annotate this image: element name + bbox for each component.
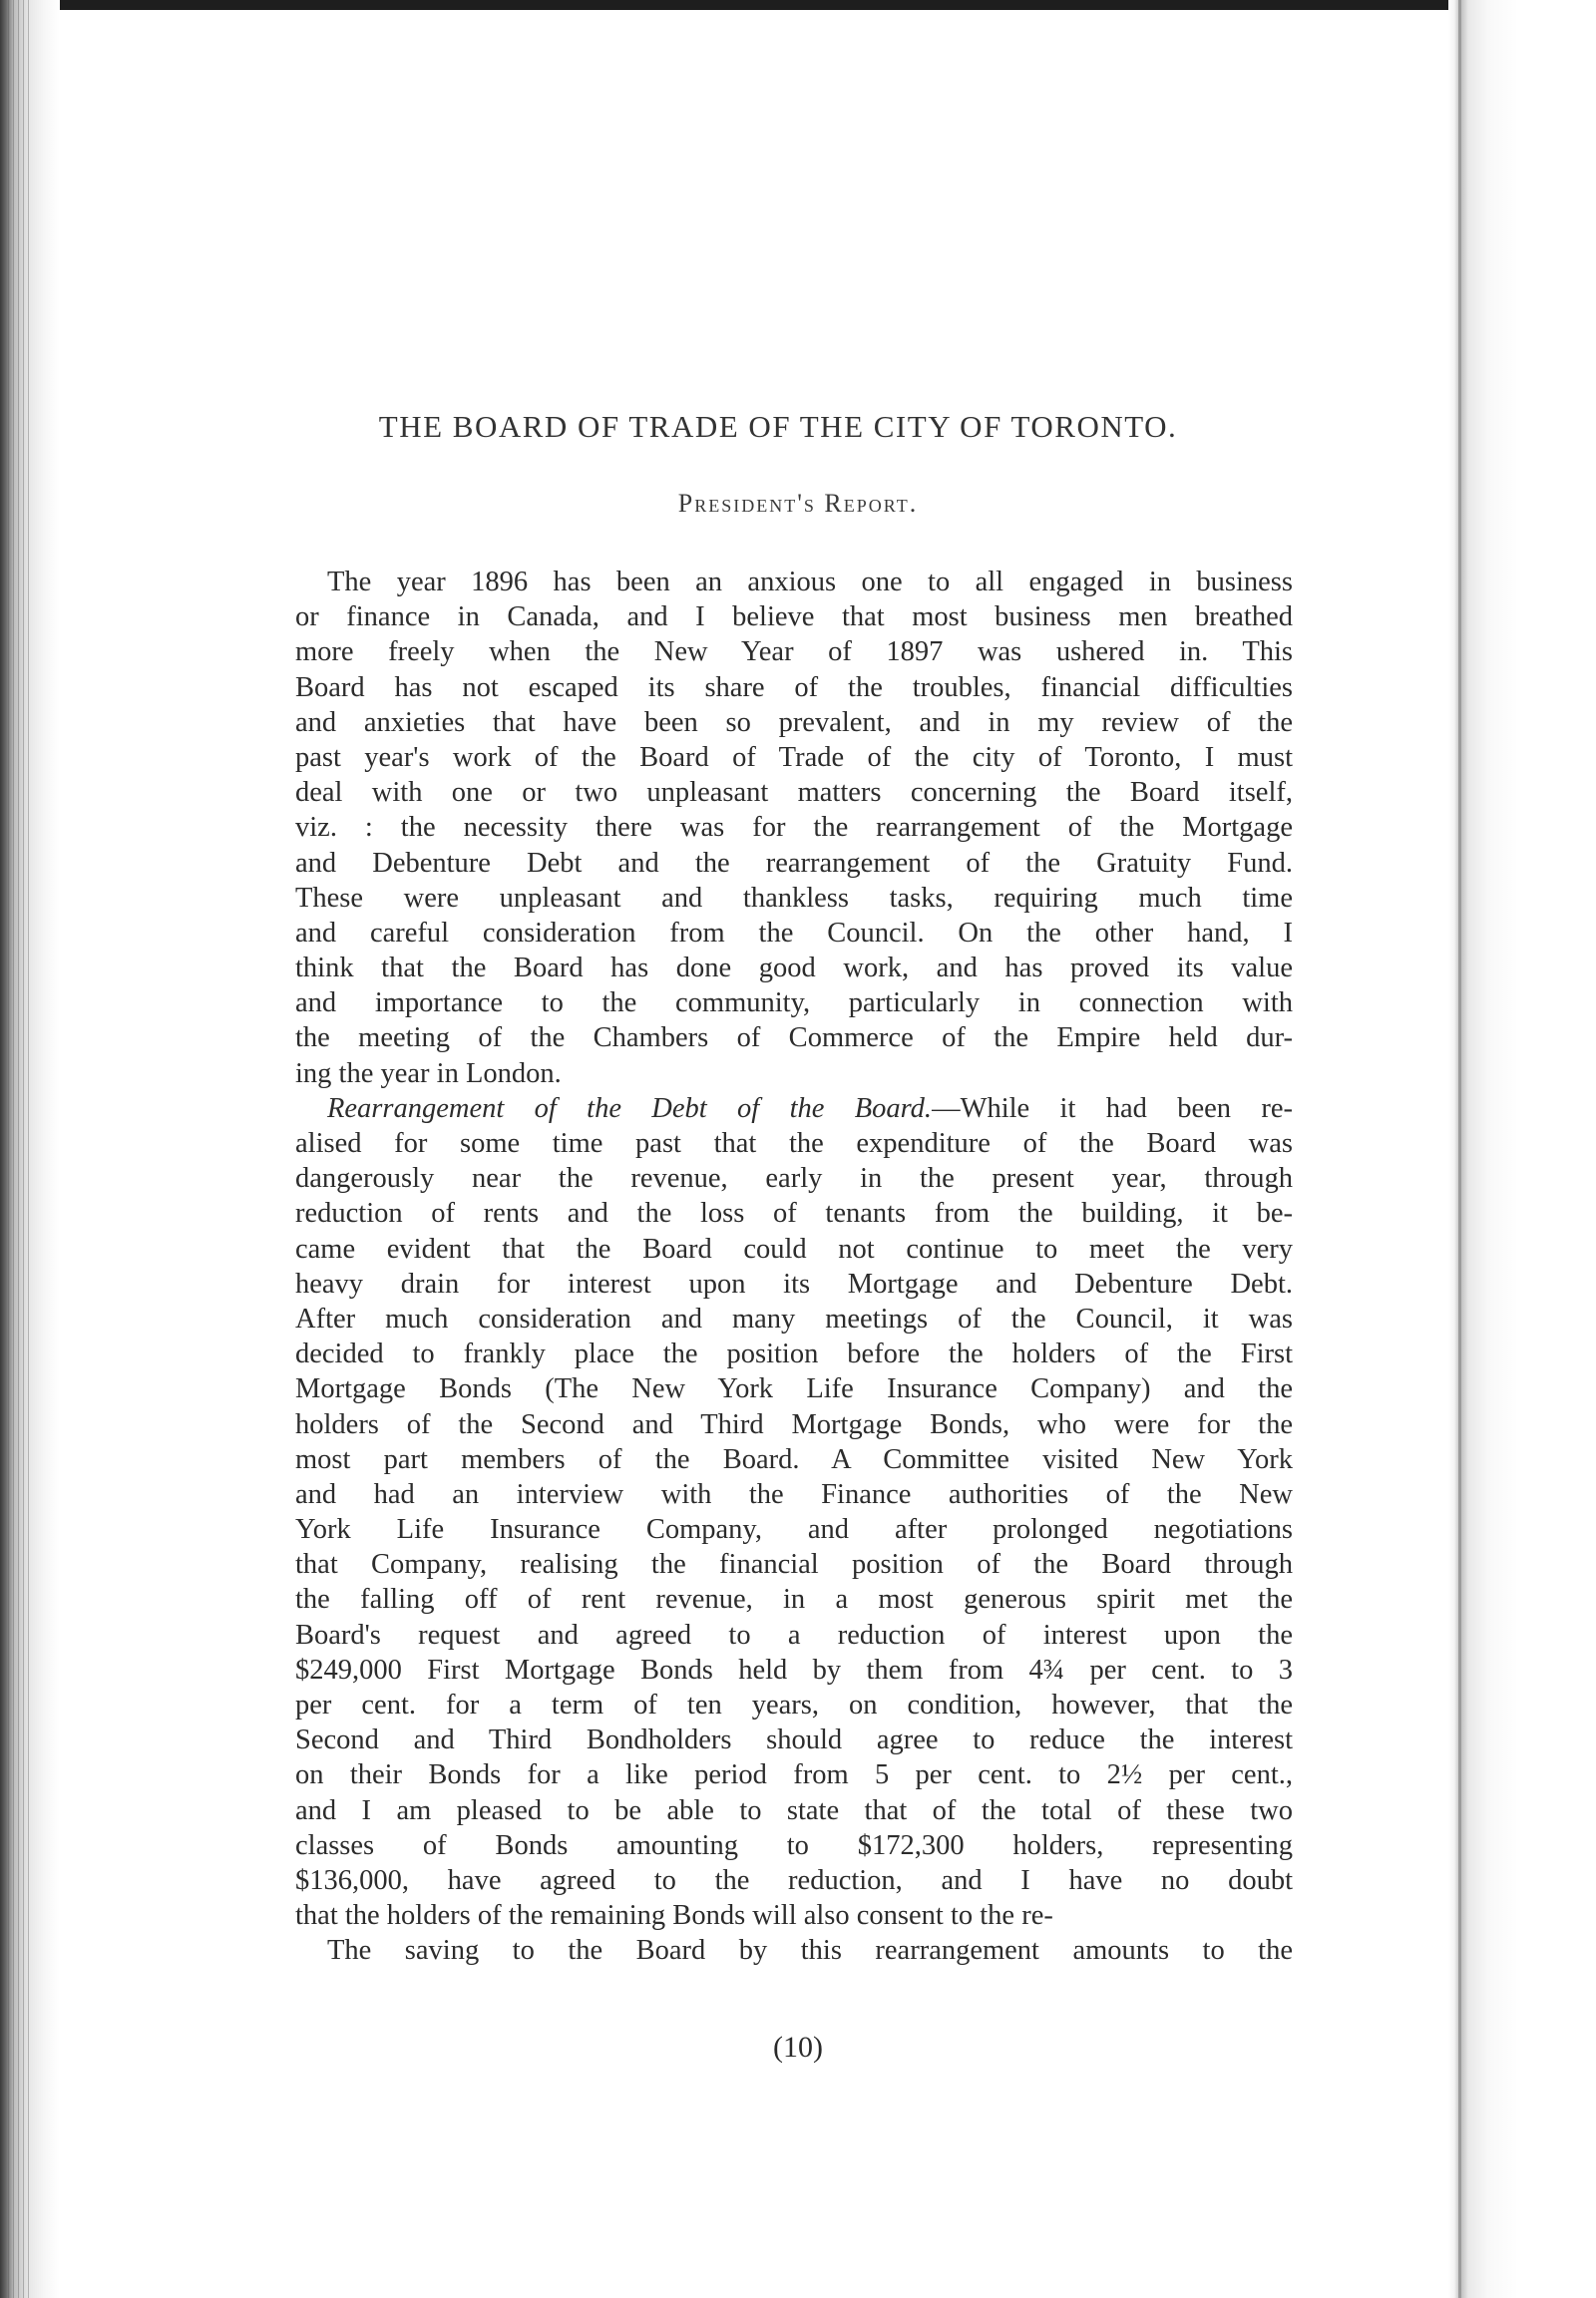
text-line: Second and Third Bondholders should agree to reduce the interest [295,1724,1293,1756]
text-line: dangerously near the revenue, early in the present year, through [295,1163,1293,1195]
text-line: heavy drain for interest upon its Mortgage and Debenture Debt. [295,1268,1293,1300]
text-line: decided to frankly place the position before the holders of the First [295,1339,1293,1370]
text-line: the meeting of the Chambers of Commerce of the Empire held dur- [295,1022,1293,1054]
text-line: ing the year in London. [295,1057,562,1089]
text-line: more freely when the New Year of 1897 was ushered in. This [295,636,1293,668]
text-line: The saving to the Board by this rearrangement amounts to the [327,1935,1293,1967]
text-line: that Company, realising the financial position of the Board through [295,1549,1293,1581]
text-line: and Debenture Debt and the rearrangement of the Gratuity Fund. [295,847,1293,879]
text-line: that the holders of the remaining Bonds will also consent to the re- [295,1900,1053,1932]
scan-top-border [0,0,1596,10]
page-binding-lines [8,0,32,2298]
text-line: most part members of the Board. A Committee visited New York [295,1443,1293,1475]
paragraph-intro [295,565,1293,1091]
report-body [295,565,1293,1969]
paragraph-saving [295,1933,1293,1968]
page-number: (10) [773,2031,823,2064]
text-line: and importance to the community, particularly in connection with [295,987,1293,1019]
text-line: Board has not escaped its share of the troubles, financial difficulties [295,671,1293,703]
text-line: per cent. for a term of ten years, on condition, however, that the [295,1690,1293,1721]
text-line: past year's work of the Board of Trade of the city of Toronto, I must [295,741,1293,773]
text-line: $249,000 First Mortgage Bonds held by them from 4¾ per cent. to 3 [295,1654,1293,1686]
text-line: the falling off of rent revenue, in a most generous spirit met the [295,1584,1293,1616]
page-title: THE BOARD OF TRADE OF THE CITY OF TORONTO. [378,409,1178,444]
text-run: —While it had been re- [932,1092,1293,1124]
text-line: and I am pleased to be able to state that of the total of these two [295,1794,1293,1826]
text-line: viz. : the necessity there was for the rearrangement of the Mortgage [295,812,1293,844]
text-line: and had an interview with the Finance authorities of the New [295,1478,1293,1510]
section-heading: Rearrangement of the Debt of the Board. [327,1092,933,1124]
text-line: on their Bonds for a like period from 5 per cent. to 2½ per cent., [295,1759,1293,1791]
paragraph-rearrangement [295,1091,1293,1934]
text-line: York Life Insurance Company, and after prolonged negotiations [295,1514,1293,1546]
text-line [295,1091,1293,1126]
text-line: Mortgage Bonds (The New York Life Insurance Company) and the [295,1373,1293,1405]
text-line: The year 1896 has been an anxious one to all engaged in business [327,567,1293,597]
text-line: alised for some time past that the expenditure of the Board was [295,1128,1293,1159]
text-line: These were unpleasant and thankless tasks, requiring much time [295,882,1293,914]
text-line: After much consideration and many meetings of the Council, it was [295,1303,1293,1335]
text-line: and careful consideration from the Council. On the other hand, I [295,917,1293,949]
text-line: reduction of rents and the loss of tenants from the building, it be- [295,1198,1293,1230]
text-line: think that the Board has done good work, and has proved its value [295,953,1293,984]
text-line: classes of Bonds amounting to $172,300 holders, representing [295,1829,1293,1861]
text-line: or finance in Canada, and I believe that most business men breathed [295,601,1293,633]
page-right-line [1458,0,1461,2298]
text-line: deal with one or two unpleasant matters concerning the Board itself, [295,777,1293,809]
page-subtitle: President's Report. [677,489,919,518]
text-line: came evident that the Board could not continue to meet the very [295,1233,1293,1265]
page-right-edge [1448,0,1596,2298]
text-line: Board's request and agreed to a reduction of interest upon the [295,1619,1293,1651]
text-line: holders of the Second and Third Mortgage Bonds, who were for the [295,1408,1293,1440]
text-line: and anxieties that have been so prevalent, and in my review of the [295,706,1293,738]
text-line: $136,000, have agreed to the reduction, and I have no doubt [295,1864,1293,1896]
